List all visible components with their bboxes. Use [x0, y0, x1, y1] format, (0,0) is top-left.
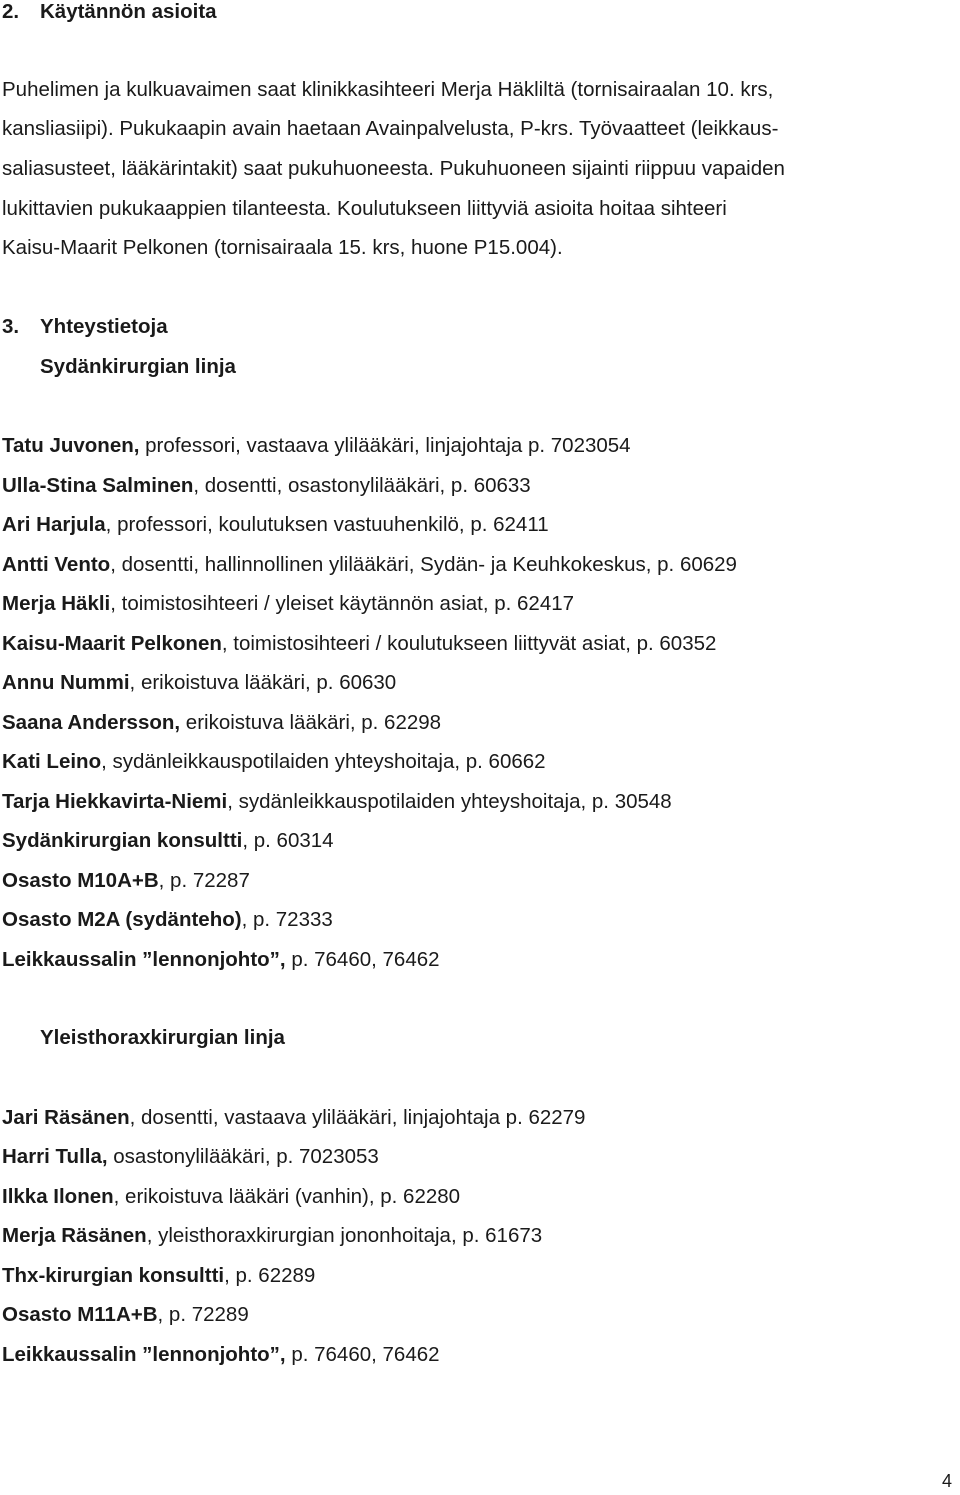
- contact-info: , dosentti, hallinnollinen ylilääkäri, Sydän- ja Keuhkokeskus, p. 60629: [110, 553, 737, 576]
- contact-name: Osasto M2A (sydänteho): [2, 908, 242, 931]
- paragraph-line: saliasusteet, lääkärintakit) saat pukuhuoneesta. Pukuhuoneen sijainti riippuu vapaiden: [2, 157, 785, 180]
- contact-line: [2, 1303, 249, 1327]
- contact-line: [2, 1343, 440, 1367]
- contact-info: , dosentti, osastonylilääkäri, p. 60633: [193, 474, 531, 497]
- contact-name: Jari Räsänen: [2, 1106, 130, 1129]
- contact-name: Saana Andersson,: [2, 711, 181, 734]
- section-number: 2.: [2, 0, 20, 23]
- contact-name: Kaisu-Maarit Pelkonen: [2, 632, 222, 655]
- contact-name: Antti Vento: [2, 553, 111, 576]
- contact-info: , toimistosihteeri / koulutukseen liittyvät asiat, p. 60352: [221, 632, 717, 655]
- contact-info: professori, vastaava ylilääkäri, linjajohtaja p. 7023054: [139, 434, 631, 457]
- contact-line: [2, 1264, 315, 1288]
- section-title: Käytännön asioita: [40, 0, 217, 23]
- paragraph-line: Kaisu-Maarit Pelkonen (tornisairaala 15. krs, huone P15.004).: [2, 236, 563, 259]
- page-number: 4: [942, 1471, 953, 1491]
- contact-name: Osasto M11A+B: [2, 1303, 158, 1326]
- contact-name: Leikkaussalin ”lennonjohto”,: [2, 948, 286, 971]
- contact-info: , professori, koulutuksen vastuuhenkilö, p. 62411: [105, 513, 549, 536]
- contact-line: [2, 869, 250, 893]
- paragraph-line: kansliasiipi). Pukukaapin avain haetaan Avainpalvelusta, P-krs. Työvaatteet (leikkaus-: [2, 117, 779, 140]
- contact-line: [2, 632, 716, 656]
- contact-line: [2, 1145, 379, 1169]
- contact-name: Merja Räsänen: [2, 1224, 147, 1247]
- contact-info: p. 76460, 76462: [285, 1343, 440, 1366]
- contact-name: Ari Harjula: [2, 513, 106, 536]
- contact-info: , p. 60314: [242, 829, 334, 852]
- contact-line: [2, 434, 631, 458]
- contact-line: [2, 1185, 460, 1209]
- contact-info: , toimistosihteeri / yleiset käytännön asiat, p. 62417: [110, 592, 575, 615]
- contact-line: [2, 1106, 585, 1130]
- contact-info: osastonylilääkäri, p. 7023053: [107, 1145, 379, 1168]
- contact-name: Annu Nummi: [2, 671, 130, 694]
- paragraph-line: lukittavien pukukaappien tilanteesta. Koulutukseen liittyviä asioita hoitaa sihteeri: [2, 197, 727, 220]
- contact-name: Thx-kirurgian konsultti: [2, 1264, 225, 1287]
- contact-info: , sydänleikkauspotilaiden yhteyshoitaja, p. 30548: [227, 790, 672, 813]
- contact-name: Kati Leino: [2, 750, 102, 773]
- contact-line: [2, 513, 549, 537]
- contact-line: [2, 948, 440, 972]
- contact-info: p. 76460, 76462: [285, 948, 440, 971]
- section-number: 3.: [2, 315, 20, 338]
- contact-info: , p. 72287: [158, 869, 250, 892]
- contact-name: Harri Tulla,: [2, 1145, 108, 1168]
- contact-name: Osasto M10A+B: [2, 869, 159, 892]
- contact-info: , p. 62289: [224, 1264, 316, 1287]
- contact-info: , erikoistuva lääkäri (vanhin), p. 62280: [113, 1185, 461, 1208]
- subsection-title-sydan: Sydänkirurgian linja: [40, 355, 236, 378]
- contact-line: [2, 908, 333, 932]
- contact-info: , p. 72289: [157, 1303, 249, 1326]
- contact-info: , erikoistuva lääkäri, p. 60630: [129, 671, 397, 694]
- section-2-heading: [2, 0, 217, 24]
- contact-name: Ulla-Stina Salminen: [2, 474, 194, 497]
- contact-name: Tatu Juvonen,: [2, 434, 140, 457]
- contact-info: , yleisthoraxkirurgian jononhoitaja, p. 61673: [146, 1224, 543, 1247]
- contact-info: , dosentti, vastaava ylilääkäri, linjajohtaja p. 62279: [129, 1106, 586, 1129]
- contact-name: Tarja Hiekkavirta-Niemi: [2, 790, 228, 813]
- contact-info: , sydänleikkauspotilaiden yhteyshoitaja, p. 60662: [101, 750, 546, 773]
- contact-info: , p. 72333: [241, 908, 333, 931]
- contact-name: Ilkka Ilonen: [2, 1185, 114, 1208]
- contact-line: [2, 711, 441, 735]
- contact-line: [2, 750, 546, 774]
- contact-line: [2, 790, 672, 814]
- section-3-heading: [2, 315, 168, 339]
- contact-line: [2, 553, 737, 577]
- contact-name: Leikkaussalin ”lennonjohto”,: [2, 1343, 286, 1366]
- contact-line: [2, 1224, 542, 1248]
- section-title: Yhteystietoja: [40, 315, 168, 338]
- contact-name: Merja Häkli: [2, 592, 111, 615]
- contact-name: Sydänkirurgian konsultti: [2, 829, 243, 852]
- contact-info: erikoistuva lääkäri, p. 62298: [180, 711, 442, 734]
- subsection-title-thorax: Yleisthoraxkirurgian linja: [40, 1026, 285, 1049]
- contact-line: [2, 474, 531, 498]
- contact-line: [2, 592, 574, 616]
- contact-line: [2, 829, 334, 853]
- paragraph-line: Puhelimen ja kulkuavaimen saat klinikkasihteeri Merja Häkliltä (tornisairaalan 10. krs,: [2, 78, 774, 101]
- contact-line: [2, 671, 396, 695]
